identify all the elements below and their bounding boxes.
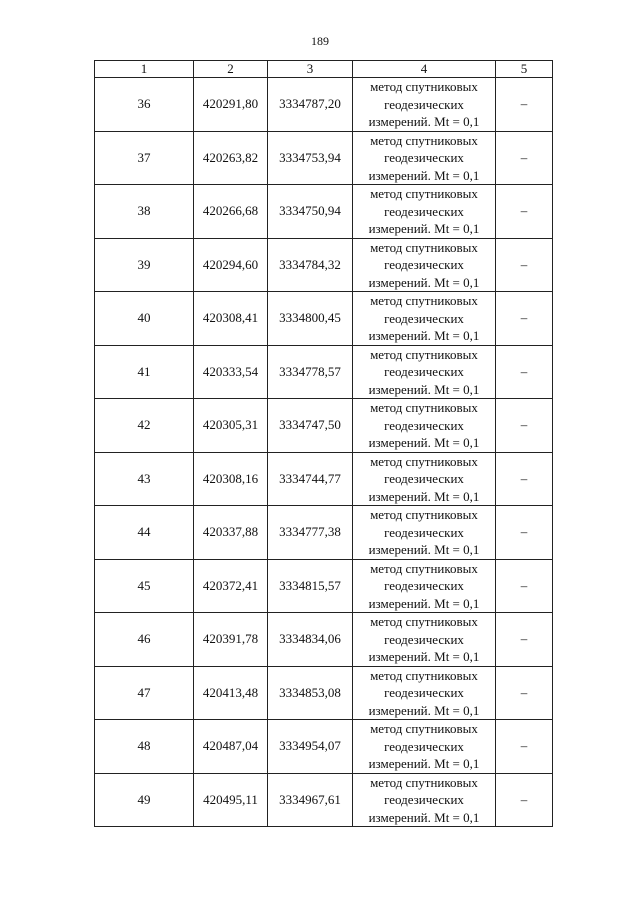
x-coordinate-cell: 420305,31 bbox=[194, 399, 268, 453]
method-cell bbox=[353, 345, 496, 399]
method-line: геодезических bbox=[384, 792, 464, 807]
y-coordinate-cell: 3334747,50 bbox=[268, 399, 353, 453]
note-cell: – bbox=[496, 720, 553, 774]
method-line: измерений. Mt = 0,1 bbox=[368, 756, 480, 771]
method-line: измерений. Mt = 0,1 bbox=[368, 702, 480, 718]
table-row bbox=[95, 78, 553, 132]
y-coordinate-cell: 3334800,45 bbox=[268, 292, 353, 346]
x-coordinate-cell: 420495,11 bbox=[194, 773, 268, 827]
method-line: измерений. Mt = 0,1 bbox=[368, 649, 480, 664]
method-line: метод спутниковых bbox=[370, 721, 478, 736]
point-number-cell: 36 bbox=[95, 78, 194, 132]
y-coordinate-cell: 3334967,61 bbox=[268, 773, 353, 827]
method-line: измерений. Mt = 0,1 bbox=[368, 809, 480, 825]
y-coordinate-cell: 3334834,06 bbox=[268, 613, 353, 667]
method-cell bbox=[353, 773, 496, 827]
point-number-cell: 43 bbox=[95, 452, 194, 506]
x-coordinate-cell: 420372,41 bbox=[194, 559, 268, 613]
method-cell bbox=[353, 452, 496, 506]
x-coordinate-cell: 420263,82 bbox=[194, 131, 268, 185]
method-line: измерений. Mt = 0,1 bbox=[368, 381, 480, 397]
method-line: измерений. Mt = 0,1 bbox=[368, 221, 480, 236]
method-line: метод спутниковых bbox=[370, 293, 478, 308]
point-number-cell: 42 bbox=[95, 399, 194, 453]
point-number-cell: 40 bbox=[95, 292, 194, 346]
method-line: геодезических bbox=[384, 150, 464, 165]
x-coordinate-cell: 420291,80 bbox=[194, 78, 268, 132]
method-line: геодезических bbox=[384, 96, 464, 112]
method-line: метод спутниковых bbox=[370, 400, 478, 415]
method-line: измерений. Mt = 0,1 bbox=[368, 328, 480, 343]
method-line: измерений. Mt = 0,1 bbox=[368, 274, 480, 290]
column-header-2: 2 bbox=[194, 61, 268, 78]
point-number-cell: 45 bbox=[95, 559, 194, 613]
method-line: измерений. Mt = 0,1 bbox=[368, 114, 480, 129]
point-number-cell: 49 bbox=[95, 773, 194, 827]
method-line: метод спутниковых bbox=[370, 239, 478, 255]
method-line: геодезических bbox=[384, 524, 464, 540]
note-cell: – bbox=[496, 506, 553, 560]
x-coordinate-cell: 420308,41 bbox=[194, 292, 268, 346]
note-cell: – bbox=[496, 185, 553, 239]
note-cell: – bbox=[496, 773, 553, 827]
method-line: измерений. Mt = 0,1 bbox=[368, 542, 480, 557]
y-coordinate-cell: 3334815,57 bbox=[268, 559, 353, 613]
method-line: метод спутниковых bbox=[370, 667, 478, 683]
method-cell bbox=[353, 238, 496, 292]
method-line: геодезических bbox=[384, 257, 464, 272]
note-cell: – bbox=[496, 292, 553, 346]
page-number: 189 bbox=[311, 34, 329, 48]
table-row bbox=[95, 720, 553, 774]
x-coordinate-cell: 420266,68 bbox=[194, 185, 268, 239]
method-line: метод спутниковых bbox=[370, 560, 478, 576]
table-row bbox=[95, 506, 553, 560]
y-coordinate-cell: 3334750,94 bbox=[268, 185, 353, 239]
table-row bbox=[95, 292, 553, 346]
point-number-cell: 46 bbox=[95, 613, 194, 667]
method-line: геодезических bbox=[384, 631, 464, 647]
note-cell: – bbox=[496, 238, 553, 292]
x-coordinate-cell: 420294,60 bbox=[194, 238, 268, 292]
column-header-5: 5 bbox=[496, 61, 553, 78]
method-line: геодезических bbox=[384, 364, 464, 379]
table-row bbox=[95, 238, 553, 292]
x-coordinate-cell: 420337,88 bbox=[194, 506, 268, 560]
table-row bbox=[95, 773, 553, 827]
method-cell bbox=[353, 559, 496, 613]
table-row bbox=[95, 399, 553, 453]
note-cell: – bbox=[496, 613, 553, 667]
y-coordinate-cell: 3334853,08 bbox=[268, 666, 353, 720]
y-coordinate-cell: 3334778,57 bbox=[268, 345, 353, 399]
table-header-row bbox=[95, 61, 553, 78]
x-coordinate-cell: 420487,04 bbox=[194, 720, 268, 774]
method-line: измерений. Mt = 0,1 bbox=[368, 435, 480, 450]
y-coordinate-cell: 3334753,94 bbox=[268, 131, 353, 185]
method-line: метод спутниковых bbox=[370, 132, 478, 148]
point-number-cell: 39 bbox=[95, 238, 194, 292]
method-line: метод спутниковых bbox=[370, 614, 478, 629]
point-number-cell: 44 bbox=[95, 506, 194, 560]
method-line: измерений. Mt = 0,1 bbox=[368, 595, 480, 611]
point-number-cell: 47 bbox=[95, 666, 194, 720]
method-line: метод спутниковых bbox=[370, 186, 478, 201]
column-header-1: 1 bbox=[95, 61, 194, 78]
method-line: измерений. Mt = 0,1 bbox=[368, 167, 480, 183]
method-line: метод спутниковых bbox=[370, 507, 478, 522]
note-cell: – bbox=[496, 666, 553, 720]
method-cell bbox=[353, 185, 496, 239]
table-row bbox=[95, 613, 553, 667]
y-coordinate-cell: 3334787,20 bbox=[268, 78, 353, 132]
table-row bbox=[95, 559, 553, 613]
y-coordinate-cell: 3334784,32 bbox=[268, 238, 353, 292]
column-header-4: 4 bbox=[353, 61, 496, 78]
table-row bbox=[95, 666, 553, 720]
note-cell: – bbox=[496, 559, 553, 613]
point-number-cell: 41 bbox=[95, 345, 194, 399]
method-cell bbox=[353, 506, 496, 560]
method-cell bbox=[353, 131, 496, 185]
method-line: измерений. Mt = 0,1 bbox=[368, 488, 480, 504]
method-line: метод спутниковых bbox=[370, 453, 478, 469]
table-row bbox=[95, 131, 553, 185]
table-row bbox=[95, 185, 553, 239]
coordinates-table bbox=[94, 60, 553, 827]
point-number-cell: 48 bbox=[95, 720, 194, 774]
method-line: метод спутниковых bbox=[370, 79, 478, 94]
method-line: геодезических bbox=[384, 578, 464, 593]
table-body bbox=[95, 78, 553, 827]
method-line: метод спутниковых bbox=[370, 774, 478, 790]
column-header-3: 3 bbox=[268, 61, 353, 78]
x-coordinate-cell: 420391,78 bbox=[194, 613, 268, 667]
point-number-cell: 37 bbox=[95, 131, 194, 185]
y-coordinate-cell: 3334777,38 bbox=[268, 506, 353, 560]
table-row bbox=[95, 345, 553, 399]
note-cell: – bbox=[496, 345, 553, 399]
method-cell bbox=[353, 78, 496, 132]
method-line: метод спутниковых bbox=[370, 346, 478, 362]
note-cell: – bbox=[496, 399, 553, 453]
method-cell bbox=[353, 292, 496, 346]
x-coordinate-cell: 420308,16 bbox=[194, 452, 268, 506]
method-cell bbox=[353, 720, 496, 774]
method-cell bbox=[353, 399, 496, 453]
y-coordinate-cell: 3334744,77 bbox=[268, 452, 353, 506]
method-line: геодезических bbox=[384, 310, 464, 326]
method-line: геодезических bbox=[384, 203, 464, 219]
x-coordinate-cell: 420333,54 bbox=[194, 345, 268, 399]
x-coordinate-cell: 420413,48 bbox=[194, 666, 268, 720]
note-cell: – bbox=[496, 78, 553, 132]
method-cell bbox=[353, 613, 496, 667]
method-cell bbox=[353, 666, 496, 720]
note-cell: – bbox=[496, 131, 553, 185]
method-line: геодезических bbox=[384, 471, 464, 486]
method-line: геодезических bbox=[384, 417, 464, 433]
table-row bbox=[95, 452, 553, 506]
method-line: геодезических bbox=[384, 738, 464, 754]
note-cell: – bbox=[496, 452, 553, 506]
method-line: геодезических bbox=[384, 685, 464, 700]
y-coordinate-cell: 3334954,07 bbox=[268, 720, 353, 774]
point-number-cell: 38 bbox=[95, 185, 194, 239]
